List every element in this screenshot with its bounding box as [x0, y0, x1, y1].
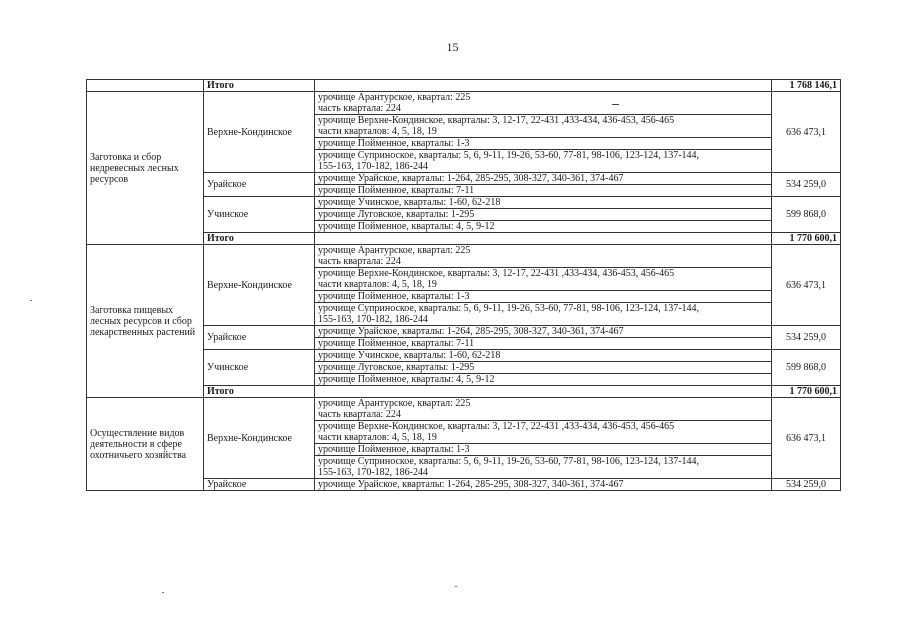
- activity-cell: Осуществление видов деятельности в сфере охотничьего хозяйства: [87, 398, 204, 491]
- area-cell: 636 473,1: [772, 398, 841, 479]
- tract-line: часть квартала: 224: [318, 256, 401, 267]
- forestry-cell: Урайское: [204, 479, 315, 491]
- activity-cell: Заготовка пищевых лесных ресурсов и сбор лекарственных растений: [87, 245, 204, 398]
- tract-cell: [315, 444, 772, 456]
- total-blank-cell: [315, 233, 772, 245]
- area-cell: 636 473,1: [772, 245, 841, 326]
- tract-line: урочище Урайское, кварталы: 1-264, 285-295, 308-327, 340-361, 374-467: [318, 479, 624, 490]
- tract-row: [87, 398, 841, 421]
- area-cell: 599 868,0: [772, 350, 841, 386]
- tract-line: урочище Пойменное, кварталы: 1-3: [318, 444, 470, 455]
- tract-line: урочище Урайское, кварталы: 1-264, 285-295, 308-327, 340-361, 374-467: [318, 326, 624, 337]
- tract-line: часть квартала: 224: [318, 103, 401, 114]
- tract-cell: [315, 456, 772, 479]
- tract-cell: [315, 303, 772, 326]
- tract-line: урочище Верхне-Кондинское, кварталы: 3, 12-17, 22-431 ,433-434, 436-453, 456-465: [318, 421, 675, 432]
- tract-cell: [315, 245, 772, 268]
- tract-cell: [315, 150, 772, 173]
- tract-line: части кварталов: 4, 5, 18, 19: [318, 279, 437, 290]
- activity-cell: [87, 80, 204, 92]
- tract-line: урочище Пойменное, кварталы: 7-11: [318, 338, 475, 349]
- activity-cell: Заготовка и сбор недревесных лесных ресурсов: [87, 92, 204, 245]
- page-number: 15: [446, 40, 459, 54]
- tract-cell: [315, 338, 772, 350]
- tract-cell: [315, 268, 772, 291]
- tract-line: части кварталов: 4, 5, 18, 19: [318, 432, 437, 443]
- tract-row: [87, 245, 841, 268]
- total-blank-cell: [315, 80, 772, 92]
- area-cell: 534 259,0: [772, 173, 841, 197]
- tract-line: урочище Верхне-Кондинское, кварталы: 3, 12-17, 22-431 ,433-434, 436-453, 456-465: [318, 115, 675, 126]
- tract-line: урочище Учинское, кварталы: 1-60, 62-218: [318, 350, 501, 361]
- total-value: 1 768 146,1: [772, 80, 841, 92]
- tract-cell: [315, 221, 772, 233]
- tract-cell: [315, 209, 772, 221]
- tract-line: урочище Пойменное, кварталы: 4, 5, 9-12: [318, 374, 495, 385]
- tract-line: урочище Пойменное, кварталы: 1-3: [318, 138, 470, 149]
- tract-line: урочище Урайское, кварталы: 1-264, 285-295, 308-327, 340-361, 374-467: [318, 173, 624, 184]
- tract-line: урочище Суприноское, кварталы: 5, 6, 9-11, 19-26, 53-60, 77-81, 98-106, 123-124, 137-144,: [318, 303, 700, 314]
- tract-cell: [315, 115, 772, 138]
- tract-cell: [315, 350, 772, 362]
- scan-speck: [162, 592, 164, 593]
- total-label: Итого: [204, 386, 315, 398]
- total-blank-cell: [315, 386, 772, 398]
- tract-cell: [315, 92, 772, 115]
- tract-line: урочище Пойменное, кварталы: 4, 5, 9-12: [318, 221, 495, 232]
- scan-speck: [30, 300, 32, 301]
- tract-line: часть квартала: 224: [318, 409, 401, 420]
- tract-line: 155-163, 170-182, 186-244: [318, 161, 428, 172]
- area-cell: 534 259,0: [772, 326, 841, 350]
- area-cell: 636 473,1: [772, 92, 841, 173]
- tract-cell: [315, 173, 772, 185]
- tract-line: урочище Суприноское, кварталы: 5, 6, 9-11, 19-26, 53-60, 77-81, 98-106, 123-124, 137-144,: [318, 150, 700, 161]
- total-value: 1 770 600,1: [772, 233, 841, 245]
- forest-use-table: [86, 79, 841, 491]
- tract-line: урочище Арантурское, квартал: 225: [318, 92, 471, 103]
- total-value: 1 770 600,1: [772, 386, 841, 398]
- tract-row: [87, 92, 841, 115]
- tract-cell: [315, 326, 772, 338]
- scan-speck: [455, 586, 457, 587]
- tract-line: урочище Луговское, кварталы: 1-295: [318, 362, 475, 373]
- area-cell: 599 868,0: [772, 197, 841, 233]
- forestry-cell: Верхне-Кондинское: [204, 92, 315, 173]
- area-cell: 534 259,0: [772, 479, 841, 491]
- total-label: Итого: [204, 233, 315, 245]
- tract-line: 155-163, 170-182, 186-244: [318, 314, 428, 325]
- tract-cell: [315, 398, 772, 421]
- tract-cell: [315, 138, 772, 150]
- tract-cell: [315, 374, 772, 386]
- tract-line: урочище Суприноское, кварталы: 5, 6, 9-11, 19-26, 53-60, 77-81, 98-106, 123-124, 137-144,: [318, 456, 700, 467]
- forestry-cell: Учинское: [204, 197, 315, 233]
- tract-line: урочище Арантурское, квартал: 225: [318, 398, 471, 409]
- forestry-cell: Урайское: [204, 173, 315, 197]
- tract-cell: [315, 479, 772, 491]
- total-label: Итого: [204, 80, 315, 92]
- tract-line: урочище Верхне-Кондинское, кварталы: 3, 12-17, 22-431 ,433-434, 436-453, 456-465: [318, 268, 675, 279]
- tract-line: урочище Пойменное, кварталы: 1-3: [318, 291, 470, 302]
- forestry-cell: Верхне-Кондинское: [204, 398, 315, 479]
- scan-speck: [612, 104, 619, 105]
- forestry-cell: Учинское: [204, 350, 315, 386]
- tract-cell: [315, 197, 772, 209]
- tract-cell: [315, 185, 772, 197]
- forestry-cell: Урайское: [204, 326, 315, 350]
- tract-line: 155-163, 170-182, 186-244: [318, 467, 428, 478]
- tract-cell: [315, 362, 772, 374]
- tract-line: части кварталов: 4, 5, 18, 19: [318, 126, 437, 137]
- tract-line: урочище Луговское, кварталы: 1-295: [318, 209, 475, 220]
- tract-line: урочище Пойменное, кварталы: 7-11: [318, 185, 475, 196]
- forestry-cell: Верхне-Кондинское: [204, 245, 315, 326]
- tract-line: урочище Арантурское, квартал: 225: [318, 245, 471, 256]
- tract-line: урочище Учинское, кварталы: 1-60, 62-218: [318, 197, 501, 208]
- tract-cell: [315, 421, 772, 444]
- tract-cell: [315, 291, 772, 303]
- total-row: [87, 80, 841, 92]
